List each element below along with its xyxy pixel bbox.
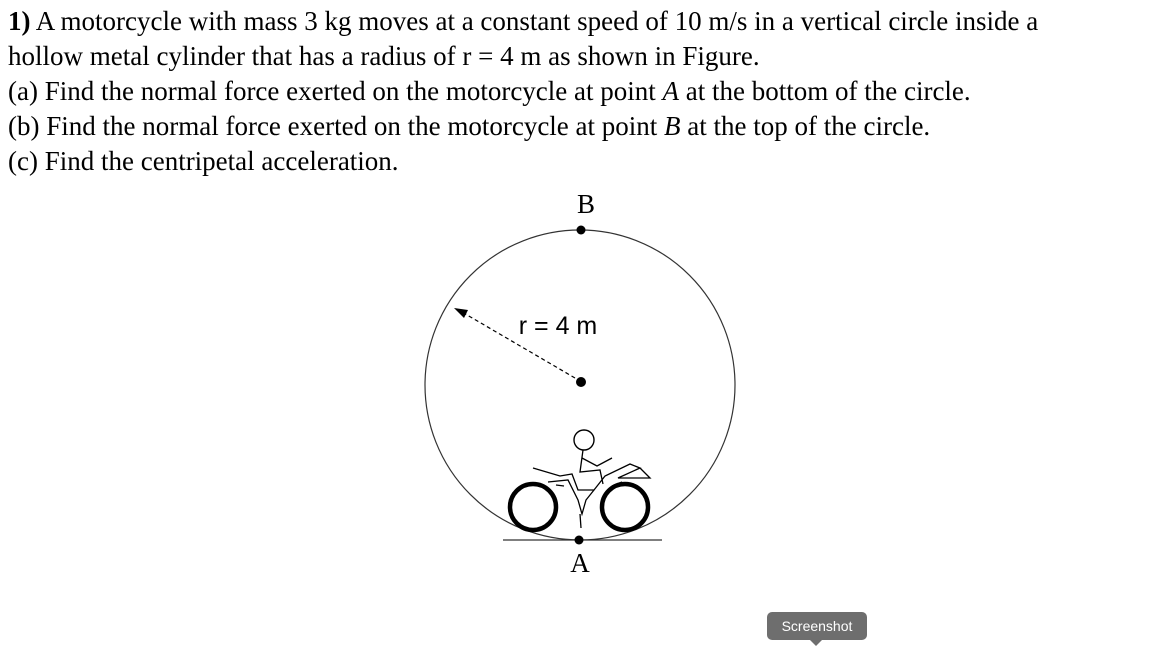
radius-arrowhead [454, 308, 468, 318]
rear-fender [556, 485, 564, 486]
radius-label: r = 4 m [518, 312, 598, 340]
screenshot-tooltip-label: Screenshot [781, 618, 853, 634]
rider-body [580, 450, 603, 484]
problem-text-line-2: hollow metal cylinder that has a radius of r = 4 m as shown in Figure. [8, 41, 760, 71]
point-b-dot [577, 226, 586, 235]
problem-text-line-1: A motorcycle with mass 3 kg moves at a constant speed of 10 m/s in a vertical circle inside a [35, 6, 1039, 36]
part-b-text-before: Find the normal force exerted on the motorcycle at point [46, 111, 658, 141]
part-c-label: (c) [8, 146, 38, 176]
tooltip-tail [810, 640, 822, 646]
problem-statement [8, 4, 1158, 179]
problem-number: 1) [8, 6, 31, 36]
problem-line-1 [8, 4, 1158, 39]
part-a-text-before: Find the normal force exerted on the motorcycle at point [44, 76, 656, 106]
bike-stand [580, 514, 581, 528]
part-a-label: (a) [8, 76, 38, 106]
part-b [8, 109, 1158, 144]
point-b-label: B [576, 189, 596, 219]
part-a-text-after: at the bottom of the circle. [685, 76, 971, 106]
circle-diagram [400, 182, 760, 582]
screenshot-tooltip [767, 612, 867, 640]
part-b-point: B [664, 111, 681, 141]
part-a [8, 74, 1158, 109]
front-wheel [602, 484, 648, 530]
center-dot [576, 377, 586, 387]
circle-figure [400, 182, 760, 582]
part-c [8, 144, 1158, 179]
part-a-point: A [662, 76, 680, 106]
rear-wheel [510, 484, 556, 530]
part-b-text-after: at the top of the circle. [687, 111, 931, 141]
problem-line-2 [8, 39, 1158, 74]
rider-head [574, 430, 594, 450]
rider-arm [582, 458, 612, 466]
point-a-dot [575, 536, 584, 545]
part-b-label: (b) [8, 111, 40, 141]
motorcycle-icon [510, 430, 650, 530]
point-a-label: A [570, 548, 590, 578]
part-c-text: Find the centripetal acceleration. [44, 146, 399, 176]
